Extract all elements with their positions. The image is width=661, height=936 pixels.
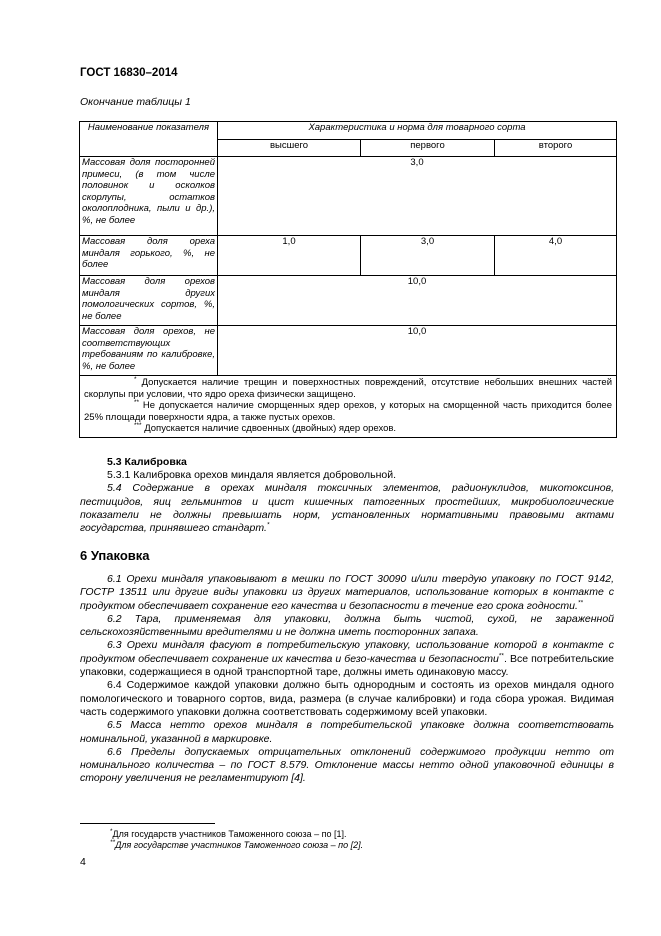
para-6-5: 6.5 Масса нетто орехов миндаля в потребительской упаковке должна соответствовать номинальной, указанной в маркировке. xyxy=(80,719,614,745)
col-group-header: Характеристика и норма для товарного сорта xyxy=(218,122,617,140)
footnotes xyxy=(80,829,614,851)
page-number: 4 xyxy=(80,856,86,868)
para-6-1: 6.1 Орехи миндаля упаковывают в мешки по ГОСТ 30090 и/или твердую упаковку по ГОСТ 9142, ГОСТР 13511 или другие виды упаковки из других материалов, использование которых в контакте с продуктом обеспечивает сохранение его качества и безопасности в течение его срока годности.** xyxy=(80,573,614,612)
standard-header: ГОСТ 16830–2014 xyxy=(80,67,178,79)
section-5-3-heading: 5.3 Калибровка xyxy=(107,456,187,468)
table-note-1: * Допускается наличие трещин и поверхностных повреждений, отсутствие небольших внешних частей скорлупы при условии, что ядро ореха физически защищено. xyxy=(84,375,613,400)
table-note-3: *** Допускается наличие сдвоенных (двойных) ядер орехов. xyxy=(134,421,397,434)
table-caption: Окончание таблицы 1 xyxy=(80,96,191,108)
row-other-varieties-name: Массовая доля орехов миндаля других помологических сортов, %, не более xyxy=(80,276,218,326)
row-foreign-impurity-name: Массовая доля посторонней примеси, (в том числе половинок и осколков скорлупы, остатков околоплодника, пыли и др.), %, не более xyxy=(80,157,218,236)
row-other-varieties-value: 10,0 xyxy=(218,276,617,326)
characteristics-table xyxy=(79,121,617,438)
col-name-header: Наименование показателя xyxy=(80,122,218,157)
row-calibration-name: Массовая доля орехов, не соответствующих требованиям по калибровке, %, не более xyxy=(80,326,218,376)
footnote-2: **Для государстве участников Таможенного союза – по [2]. xyxy=(110,839,364,850)
grade-header-highest: высшего xyxy=(218,140,361,157)
row-calibration-value: 10,0 xyxy=(218,326,617,376)
grade-header-second: второго xyxy=(495,140,617,157)
section-5-3-body xyxy=(80,469,614,535)
footnote-1: *Для государств участников Таможенного союза – по [1]. xyxy=(110,828,347,839)
para-5-4: 5.4 Содержание в орехах миндаля токсичных элементов, радионуклидов, микотоксинов, пестицидов, яиц гельминтов и цист кишечных патогенных простейших, микробиологические показатели не должны превышать норм, установленных нормативными правовыми актами государства, принявшего стандарт.* xyxy=(80,482,614,535)
row-foreign-impurity-value: 3,0 xyxy=(218,157,617,236)
row-bitter-almond-value-first: 3,0 xyxy=(361,236,495,276)
grade-header-first: первого xyxy=(361,140,495,157)
table-notes xyxy=(80,376,617,438)
section-6-body xyxy=(80,573,614,786)
section-6-heading: 6 Упаковка xyxy=(80,548,150,563)
footnote-divider xyxy=(80,823,215,824)
row-bitter-almond-value-highest: 1,0 xyxy=(218,236,361,276)
para-6-4: 6.4 Содержимое каждой упаковки должно быть однородным и состоять из орехов миндаля одного помологического и товарного сортов, вида, размера (в случае калибровки) и года сбора урожая. Видимая часть содержимого упаковки должна соответствовать содержимому всей упаковки. xyxy=(80,679,614,718)
para-6-2: 6.2 Тара, применяемая для упаковки, должна быть чистой, сухой, не зараженной сельскохозяйственными вредителями и не должна иметь посторонних запаха. xyxy=(80,612,614,639)
row-bitter-almond-name: Массовая доля ореха миндаля горького, %, не более xyxy=(80,236,218,276)
para-5-3-1: 5.3.1 Калибровка орехов миндаля является добровольной. xyxy=(107,469,397,481)
para-6-3: 6.3 Орехи миндаля фасуют в потребительскую упаковку, использование которой в контакте с продуктом обеспечивает сохранение их качества и безо-качества и безопасности**. Все потребительские упаковки, содержащиеся в одной транспортной таре, должны иметь одинаковую массу. xyxy=(80,639,614,679)
row-bitter-almond-value-second: 4,0 xyxy=(495,236,617,276)
para-6-6: 6.6 Пределы допускаемых отрицательных отклонений содержимого продукции нетто от номинального количества – по ГОСТ 8.579. Отклонение массы нетто одной упаковочной единицы в сторону увеличения не регламентируют [4]. xyxy=(80,745,614,785)
table-note-2: ** Не допускается наличие сморщенных ядер орехов, у которых на сморщенной часть приходится более 25% площади поверхности ядра, а также пустых орехов. xyxy=(84,398,613,423)
